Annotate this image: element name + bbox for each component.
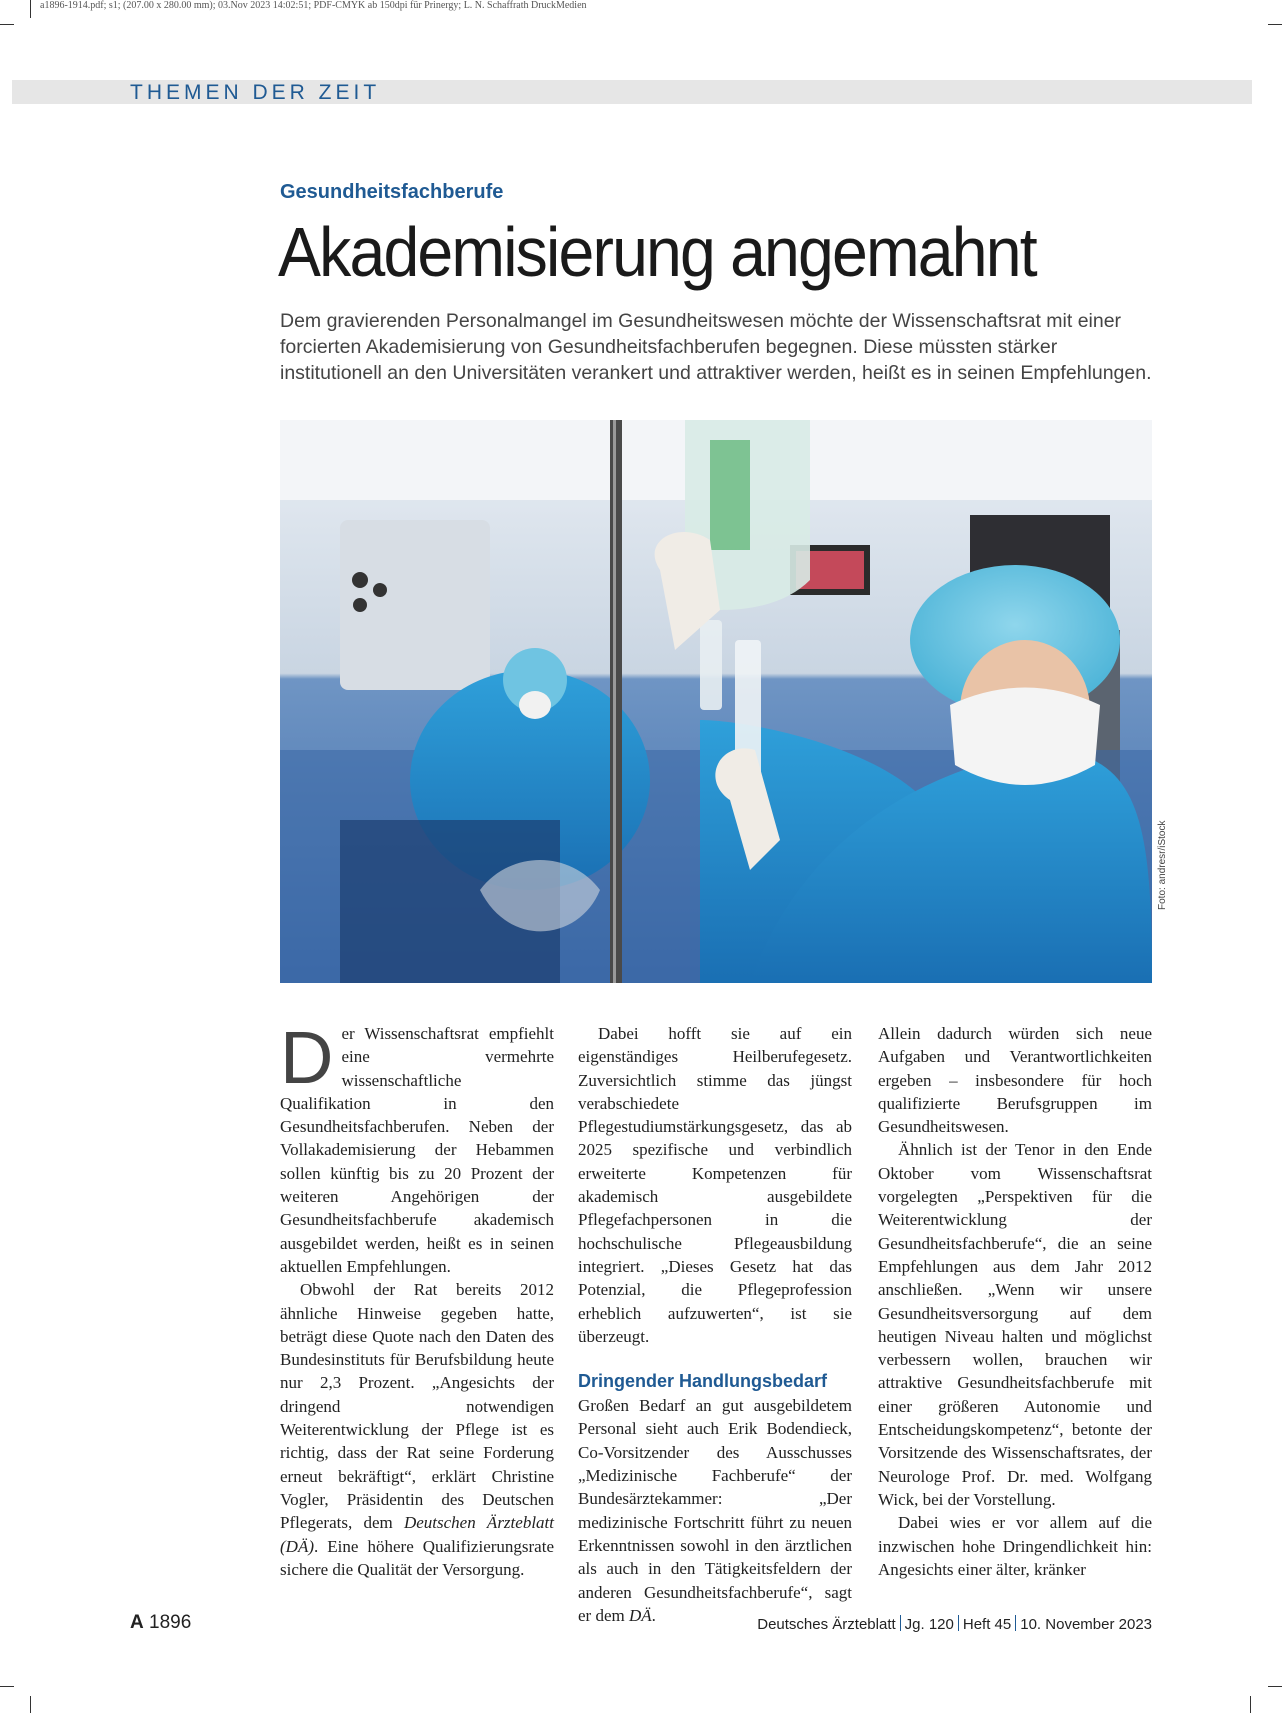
- article-photo: [280, 420, 1152, 983]
- paragraph: [578, 1394, 852, 1627]
- subheading: Dringender Handlungsbedarf: [578, 1371, 828, 1392]
- crop-mark: [1250, 1696, 1251, 1713]
- journal-date: 10. November 2023: [1020, 1616, 1152, 1633]
- article-lead: Dem gravierenden Personalmangel im Gesundheitswesen möchte der Wissenschaftsrat mit einer forcierten Akademisierung von Gesundheitsfachberufen begegnen. Diese müssten stärker institutionell an den Universitäten verankert und attraktiver werden, heißt es in seinen Empfehlungen.: [280, 310, 1152, 384]
- print-info-line: a1896-1914.pdf; s1; (207.00 x 280.00 mm); 03.Nov 2023 14:02:51; PDF-CMYK ab 150dpi für Prinergy; L. N. Schaffrath DruckMedien: [40, 0, 587, 11]
- paragraph-text: Großen Bedarf an gut ausgebildetem Personal sieht auch Erik Bodendieck, Co-Vorsitzender des Ausschusses „Medizinische Fachberufe“ der Bundesärztekammer: „Der medizinische Fortschritt führt zu neuen Erkenntnissen sowohl in den ärztlichen als auch in den Tätigkeitsfeldern der anderen Gesundheitsfachberufe“, sagt er dem: [578, 1396, 852, 1625]
- page-number-value: 1896: [149, 1612, 192, 1633]
- section-label: THEMEN DER ZEIT: [130, 81, 381, 104]
- article-headline: Akademisierung angemahnt: [278, 213, 1036, 291]
- page-number: [130, 1612, 191, 1634]
- crop-mark: [0, 1686, 14, 1687]
- drop-cap: D: [280, 1016, 334, 1099]
- crop-mark: [1268, 1686, 1282, 1687]
- paragraph-text: .: [651, 1605, 656, 1625]
- page-prefix: A: [130, 1612, 144, 1633]
- footer-separator: [1015, 1615, 1016, 1631]
- paragraph: Dabei wies er vor allem auf die inzwischen hohe Dringendlichkeit hin: Angesichts einer älter, kränker: [878, 1513, 1152, 1579]
- article-kicker: Gesundheitsfachberufe: [280, 181, 504, 203]
- article-column-2: [578, 1022, 852, 1627]
- publication-name: Deutschen Ärzteblatt (DÄ): [280, 1513, 554, 1556]
- footer-separator: [958, 1615, 959, 1631]
- paragraph-text: . Eine höhere Qualifizierungsrate sichere die Qualität der Versorgung.: [280, 1536, 554, 1579]
- journal-issue: Heft 45: [962, 1616, 1012, 1633]
- crop-mark: [30, 0, 31, 18]
- crop-mark: [1268, 24, 1282, 25]
- paragraph: [280, 1016, 554, 1278]
- journal-volume: Jg. 120: [904, 1616, 954, 1633]
- publication-name: DÄ: [628, 1605, 652, 1625]
- article-column-3: [878, 1022, 1152, 1581]
- paragraph-text: er Wissenschaftsrat empfiehlt eine vermehrte wissenschaftliche Qualifikation in den Gesundheitsfachberufen. Neben der Vollakademisierung der Hebammen sollen künftig bis zu 20 Prozent der weiteren Angehörigen der Gesundheitsfachberufe akademisch ausgebildet werden, heißt es in seinen aktuellen Empfehlungen.: [280, 1024, 554, 1276]
- photo-credit: Foto: andresr/iStock: [1157, 820, 1168, 910]
- paragraph: [280, 1278, 554, 1581]
- footer-separator: [900, 1615, 901, 1631]
- crop-mark: [0, 24, 14, 25]
- article-column-1: [280, 1016, 554, 1581]
- journal-name: Deutsches Ärzteblatt: [757, 1616, 896, 1633]
- paragraph: Dabei hofft sie auf ein eigenständiges Heilberufegesetz. Zuversichtlich stimme das jüngst verabschiedete Pflegestudiumstärkungsgesetz, das ab 2025 spezifische und verbindlich erweiterte Kompetenzen für akademisch ausgebildete Pflegefachpersonen in die hochschulische Pflegeausbildung integriert. „Dieses Gesetz hat das Potenzial, die Pflegeprofession erheblich aufzuwerten“, ist sie überzeugt.: [578, 1024, 852, 1346]
- crop-mark: [30, 1696, 31, 1713]
- paragraph: Ähnlich ist der Tenor in den Ende Oktober vom Wissenschaftsrat vorgelegten „Perspektiven für die Weiterentwicklung der Gesundheitsfachberufe“, die an seine Empfehlungen aus dem Jahr 2012 anschließen. „Wenn wir unsere Gesundheitsversorgung auf dem heutigen Niveau halten und möglichst verbessern wollen, brauchen wir attraktive Gesundheitsfachberufe mit einer größeren Autonomie und Entscheidungskompetenz“, betonte der Vorsitzende des Wissenschaftsrates, der Neurologe Prof. Dr. med. Wolfgang Wick, bei der Vorstellung.: [878, 1140, 1152, 1509]
- journal-footer: [757, 1615, 1152, 1633]
- paragraph-text: Obwohl der Rat bereits 2012 ähnliche Hinweise gegeben hatte, beträgt diese Quote nach den Daten des Bundesinstituts für Berufsbildung heute nur 2,3 Prozent. „Angesichts der dringend notwendigen Weiterentwicklung der Pflege ist es richtig, dass der Rat seine Forderung erneut bekräftigt“, erklärt Christine Vogler, Präsidentin des Deutschen Pflegerats, dem: [280, 1280, 554, 1533]
- paragraph: Allein dadurch würden sich neue Aufgaben und Verantwortlichkeiten ergeben – insbesondere für hoch qualifizierte Berufsgruppen im Gesundheitswesen.: [878, 1024, 1152, 1137]
